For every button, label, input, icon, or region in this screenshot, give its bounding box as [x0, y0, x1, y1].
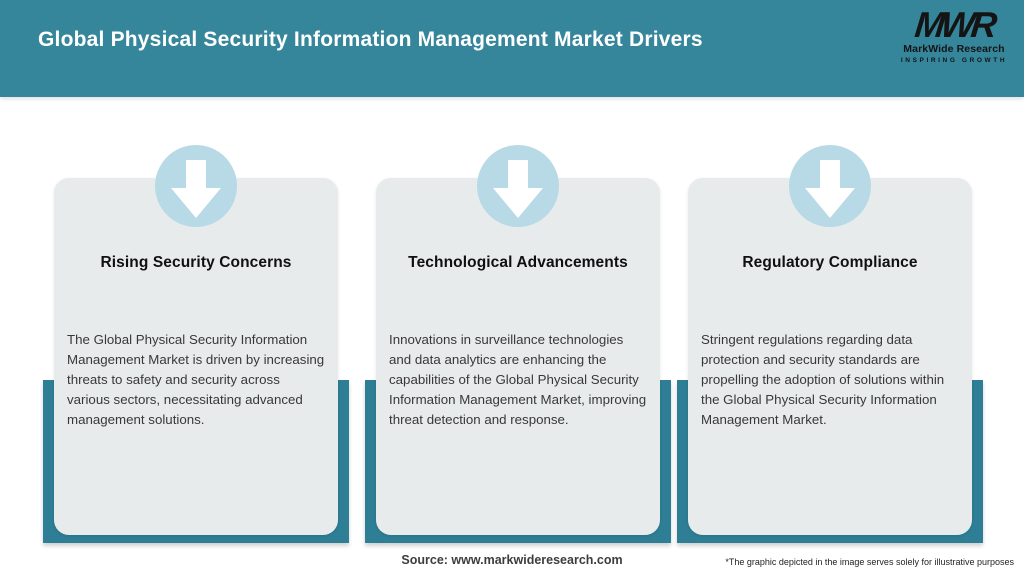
driver-card: [54, 178, 338, 535]
markwide-research-logo: [896, 4, 1012, 64]
down-arrow-badge: [155, 145, 237, 227]
driver-card-body: The Global Physical Security Information Management Market is driven by increasing threats to safety and security across various sectors, necessitating advanced management solutions.: [67, 332, 325, 427]
down-arrow-icon: [493, 160, 543, 218]
driver-column-regulatory: [677, 145, 983, 545]
driver-column-technological: [365, 145, 671, 545]
header-banner: [0, 0, 1024, 97]
logo-tagline: INSPIRING GROWTH: [900, 57, 1008, 64]
driver-card-body: Stringent regulations regarding data protection and security standards are propelling the adoption of solutions within the Global Physical Security Information Management Market.: [701, 332, 945, 427]
driver-card-title: Rising Security Concerns: [100, 254, 292, 271]
down-arrow-badge: [477, 145, 559, 227]
driver-column-rising-security: [43, 145, 349, 545]
driver-card: [688, 178, 972, 535]
page-title: Global Physical Security Information Management Market Drivers: [38, 28, 703, 51]
down-arrow-badge: [789, 145, 871, 227]
driver-card: [376, 178, 660, 535]
mwr-logo-icon: MWR: [912, 4, 996, 45]
driver-card-body: Innovations in surveillance technologies and data analytics are enhancing the capabilities of the Global Physical Security Information Management Market, improving threat detection and response.: [389, 332, 647, 427]
source-text: Source: www.markwideresearch.com: [401, 553, 623, 567]
down-arrow-icon: [171, 160, 221, 218]
disclaimer-text: *The graphic depicted in the image serves solely for illustrative purposes: [725, 557, 1014, 567]
logo-company-name: MarkWide Research: [903, 43, 1005, 55]
down-arrow-icon: [805, 160, 855, 218]
driver-card-title: Technological Advancements: [408, 254, 628, 271]
driver-card-title: Regulatory Compliance: [742, 254, 918, 271]
